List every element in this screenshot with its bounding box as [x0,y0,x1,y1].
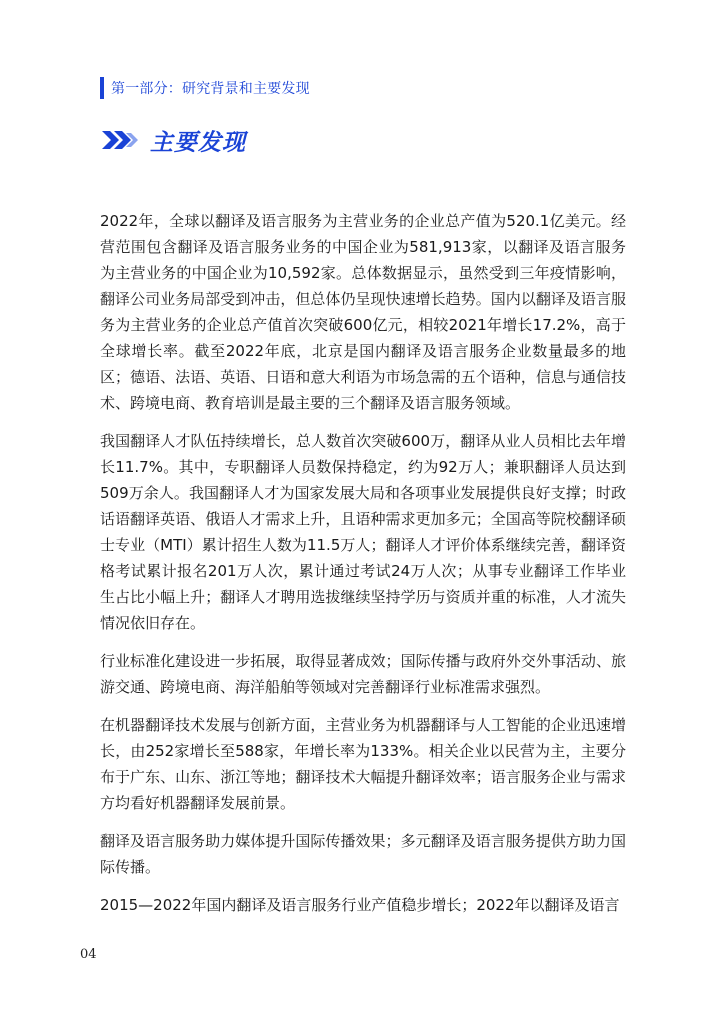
main-title [100,122,246,158]
paragraph-global-overview: 2022年，全球以翻译及语言服务为主营业务的企业总产值为520.1亿美元。经营范围包含翻译及语言服务业务的中国企业为581,913家，以翻译及语言服务为主营业务的中国企业为10,592家。总体数据显示，虽然受到三年疫情影响，翻译公司业务局部受到冲击，但总体仍呈现快速增长趋势。国内以翻译及语言服务为主营业务的企业总产值首次突破600亿元，相较2021年增长17.2%，高于全球增长率。截至2022年底，北京是国内翻译及语言服务企业数量最多的地区；德语、法语、英语、日语和意大利语为市场急需的五个语种，信息与通信技术、跨境电商、教育培训是最主要的三个翻译及语言服务领域。 [100,212,626,412]
double-chevron-icon [100,129,140,151]
page-number: 04 [80,947,97,962]
paragraph-machine-translation: 在机器翻译技术发展与创新方面，主营业务为机器翻译与人工智能的企业迅速增长，由252家增长至588家，年增长率为133%。相关企业以民营为主，主要分布于广东、山东、浙江等地；翻译技术大幅提升翻译效率；语言服务企业与需求方均看好机器翻译发展前景。 [100,716,626,812]
section-header [100,76,310,100]
page-title: 主要发现 [150,129,246,156]
section-label: 第一部分：研究背景和主要发现 [111,81,310,97]
paragraph-standards: 行业标准化建设进一步拓展，取得显著成效；国际传播与政府外交外事活动、旅游交通、跨境电商、海洋船舶等领域对完善翻译行业标准需求强烈。 [100,652,626,696]
paragraph-media: 翻译及语言服务助力媒体提升国际传播效果；多元翻译及语言服务提供方助力国际传播。 [100,832,626,876]
paragraph-industry-output: 2015—2022年国内翻译及语言服务行业产值稳步增长；2022年以翻译及语言 [100,896,620,914]
paragraph-talent: 我国翻译人才队伍持续增长，总人数首次突破600万，翻译从业人员相比去年增长11.7%。其中，专职翻译人员数保持稳定，约为92万人；兼职翻译人员达到509万余人。我国翻译人才为国家发展大局和各项事业发展提供良好支撑；时政话语翻译英语、俄语人才需求上升，且语种需求更加多元；全国高等院校翻译硕士专业（MTI）累计招生人数为11.5万人；翻译人才评价体系继续完善，翻译资格考试累计报名201万人次，累计通过考试24万人次；从事专业翻译工作毕业生占比小幅上升；翻译人才聘用选拔继续坚持学历与资质并重的标准，人才流失情况依旧存在。 [100,432,626,632]
section-accent-bar [100,77,104,99]
body-content [100,208,626,930]
